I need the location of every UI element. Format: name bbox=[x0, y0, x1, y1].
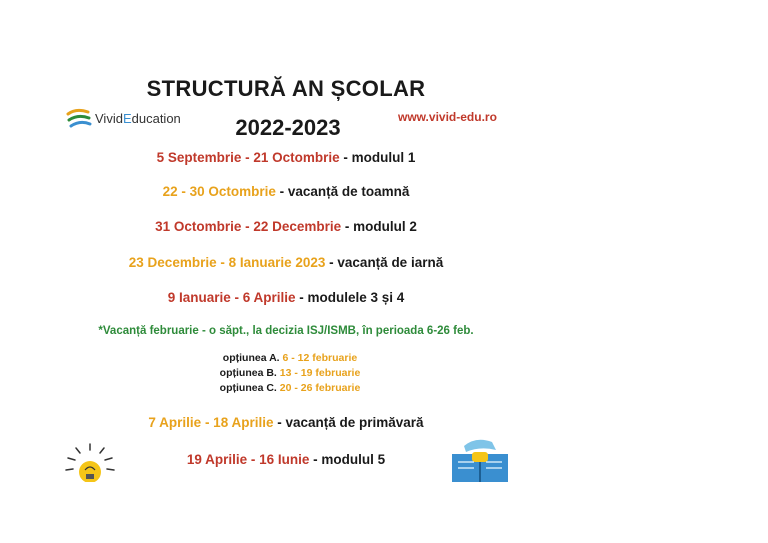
schedule-row: 23 Decembrie - 8 Ianuarie 2023 - vacanță de iarnă bbox=[128, 255, 444, 270]
school-year: 2022-2023 bbox=[235, 115, 341, 140]
schedule-row: 7 Aprilie - 18 Aprilie - vacanță de primăvară bbox=[148, 415, 424, 430]
lightbulb-icon bbox=[60, 440, 120, 482]
schedule-row: 19 Aprilie - 16 Iunie - modulul 5 bbox=[186, 452, 386, 467]
option-c: opțiunea C. 20 - 26 februarie bbox=[219, 382, 361, 394]
schedule-row: 31 Octombrie - 22 Decembrie - modulul 2 bbox=[155, 219, 417, 234]
schedule-row: 9 Ianuarie - 6 Aprilie - modulele 3 și 4 bbox=[167, 290, 405, 305]
option-a: opțiunea A. 6 - 12 februarie bbox=[222, 352, 358, 364]
option-b: opțiunea B. 13 - 19 februarie bbox=[219, 367, 361, 379]
february-vacation-note: *Vacanță februarie - o săpt., la decizia ISJ/ISMB, în perioada 6-26 feb. bbox=[98, 325, 474, 337]
reading-student-icon bbox=[446, 436, 516, 482]
schedule-row: 5 Septembrie - 21 Octombrie - modulul 1 bbox=[156, 150, 416, 165]
page-title: STRUCTURĂ AN ȘCOLAR bbox=[146, 76, 426, 101]
logo-text: VividEducation bbox=[95, 110, 181, 126]
vivid-logo-icon bbox=[66, 106, 92, 130]
vivid-education-logo bbox=[66, 104, 181, 132]
website-link[interactable]: www.vivid-edu.ro bbox=[398, 110, 497, 124]
schedule-row: 22 - 30 Octombrie - vacanță de toamnă bbox=[162, 184, 410, 199]
